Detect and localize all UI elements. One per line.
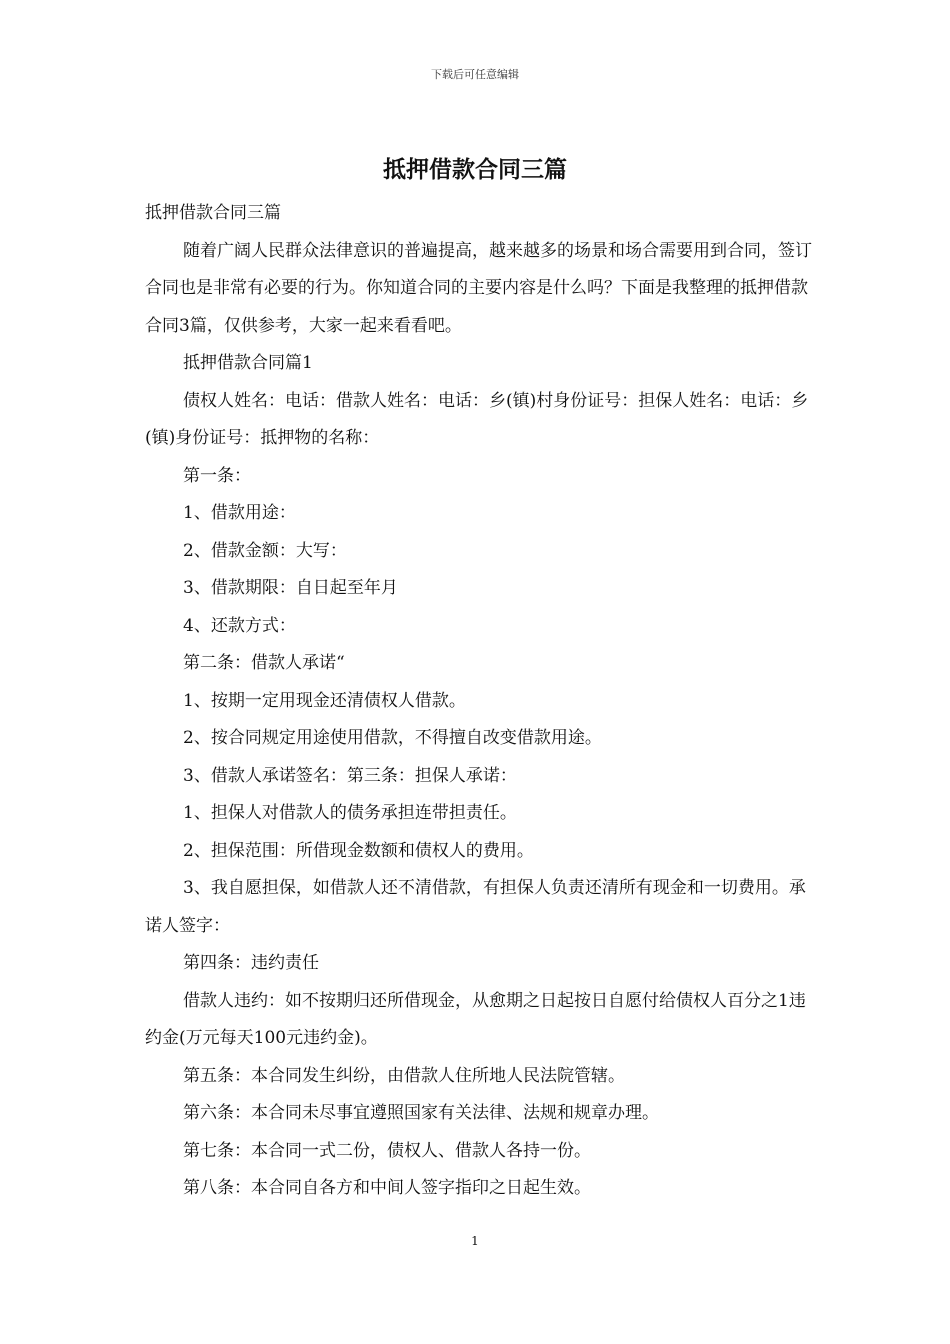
paragraph: 第二条：借款人承诺“ bbox=[183, 653, 345, 673]
paragraph: 第七条：本合同一式二份，债权人、借款人各持一份。 bbox=[183, 1140, 591, 1161]
page-header: 下载后可任意编辑 bbox=[431, 68, 519, 81]
document-title: 抵押借款合同三篇 bbox=[383, 157, 567, 183]
paragraph: 3、借款期限：自日起至年月 bbox=[183, 578, 398, 598]
paragraph: 1、按期一定用现金还清债权人借款。 bbox=[183, 690, 466, 711]
paragraph: 2、按合同规定用途使用借款，不得擅自改变借款用途。 bbox=[183, 728, 602, 748]
paragraph: 第四条：违约责任 bbox=[183, 953, 319, 973]
paragraph: 2、借款金额：大写： bbox=[183, 540, 347, 561]
paragraph: 2、担保范围：所借现金数额和债权人的费用。 bbox=[183, 840, 534, 861]
paragraph: 第六条：本合同未尽事宜遵照国家有关法律、法规和规章办理。 bbox=[183, 1103, 659, 1123]
paragraph: 1、担保人对借款人的债务承担连带担责任。 bbox=[183, 803, 517, 823]
paragraph: 第五条：本合同发生纠纷，由借款人住所地人民法院管辖。 bbox=[183, 1065, 625, 1086]
paragraph: 3、借款人承诺签名：第三条：担保人承诺： bbox=[183, 765, 517, 786]
paragraph: 4、还款方式： bbox=[183, 615, 296, 636]
page-number: 1 bbox=[471, 1234, 479, 1248]
paragraph: 随着广阔人民群众法律意识的普遍提高，越来越多的场景和场合需要用到合同，签订合同也是非常有必要的行为。你知道合同的主要内容是什么吗？下面是我整理的抵押借款合同3篇，仅供参考，大家一起来看看吧。 bbox=[145, 240, 812, 336]
paragraph: 抵押借款合同三篇 bbox=[145, 203, 281, 223]
paragraph: 第一条： bbox=[183, 465, 251, 486]
document-body bbox=[145, 195, 817, 1208]
paragraph: 第八条：本合同自各方和中间人签字指印之日起生效。 bbox=[183, 1178, 591, 1198]
paragraph: 抵押借款合同篇1 bbox=[183, 353, 313, 373]
paragraph: 借款人违约：如不按期归还所借现金，从愈期之日起按日自愿付给债权人百分之1违约金(万元每天100元违约金)。 bbox=[145, 990, 806, 1048]
paragraph: 债权人姓名：电话：借款人姓名：电话：乡(镇)村身份证号：担保人姓名：电话：乡(镇)身份证号：抵押物的名称： bbox=[145, 390, 809, 448]
paragraph: 3、我自愿担保，如借款人还不清借款，有担保人负责还清所有现金和一切费用。承诺人签字： bbox=[145, 878, 806, 936]
paragraph: 1、借款用途： bbox=[183, 503, 296, 523]
